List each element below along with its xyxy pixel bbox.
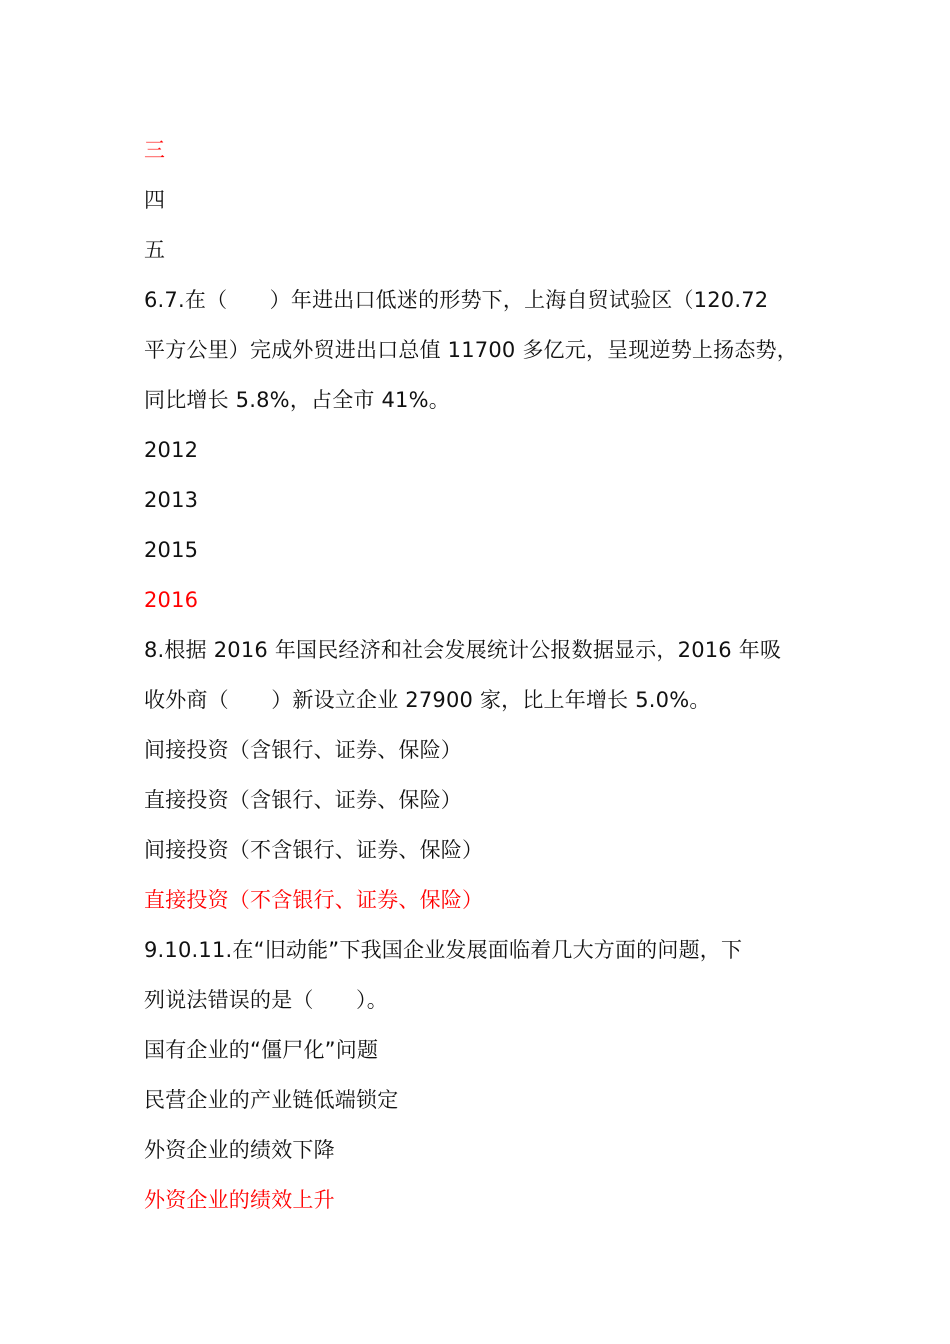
option-soe-zombie: 国有企业的“僵尸化”问题 — [144, 1038, 379, 1062]
option-direct-incl: 直接投资（含银行、证券、保险） — [144, 788, 462, 812]
document-body — [144, 125, 834, 1225]
answer-option-san: 三 — [144, 138, 166, 162]
answer-option-direct-excl: 直接投资（不含银行、证券、保险） — [144, 888, 484, 912]
option-indirect-incl: 间接投资（含银行、证券、保险） — [144, 738, 462, 762]
question-6-7-line-3: 同比增长 5.8%，占全市 41%。 — [144, 388, 450, 412]
answer-option-foreign-rise: 外资企业的绩效上升 — [144, 1188, 335, 1212]
option-wu: 五 — [144, 238, 166, 262]
option-2012: 2012 — [144, 438, 199, 462]
question-9-10-11-line-1: 9.10.11.在“旧动能”下我国企业发展面临着几大方面的问题，下 — [144, 938, 743, 962]
option-2013: 2013 — [144, 488, 199, 512]
answer-option-2016: 2016 — [144, 588, 199, 612]
question-8-line-2: 收外商（ ）新设立企业 27900 家，比上年增长 5.0%。 — [144, 688, 711, 712]
option-2015: 2015 — [144, 538, 199, 562]
option-si: 四 — [144, 188, 166, 212]
question-6-7-line-2: 平方公里）完成外贸进出口总值 11700 多亿元，呈现逆势上扬态势， — [144, 338, 798, 362]
question-9-10-11-line-2: 列说法错误的是（ ）。 — [144, 988, 388, 1012]
question-6-7-line-1: 6.7.在（ ）年进出口低迷的形势下，上海自贸试验区（120.72 — [144, 288, 769, 312]
question-8-line-1: 8.根据 2016 年国民经济和社会发展统计公报数据显示，2016 年吸 — [144, 638, 782, 662]
option-private-lowend: 民营企业的产业链低端锁定 — [144, 1088, 399, 1112]
option-foreign-decline: 外资企业的绩效下降 — [144, 1138, 335, 1162]
option-indirect-excl: 间接投资（不含银行、证券、保险） — [144, 838, 484, 862]
